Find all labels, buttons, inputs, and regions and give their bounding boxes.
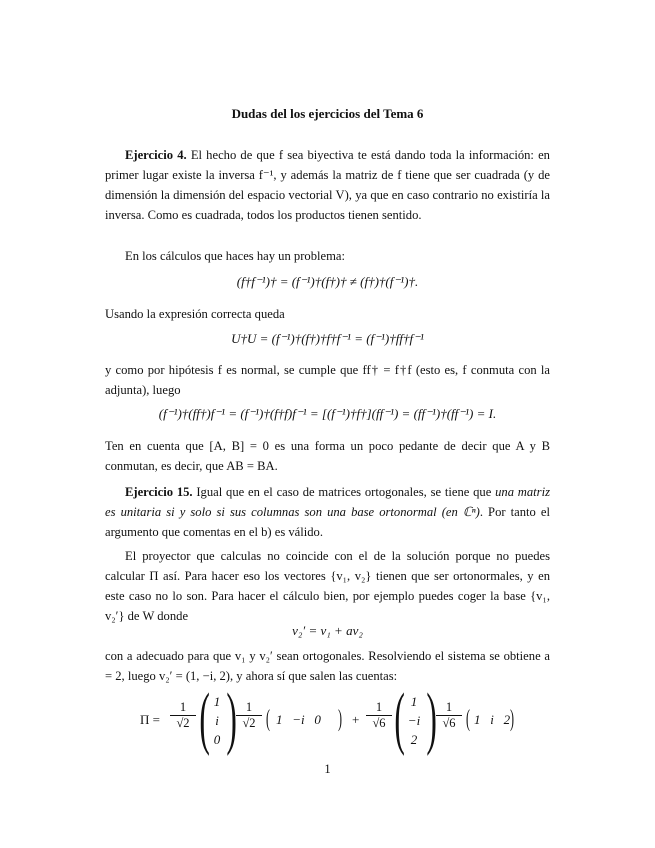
exercise-15-paragraph <box>105 482 550 542</box>
vector-2-entry: −i <box>407 713 421 728</box>
fraction-2b <box>436 700 462 731</box>
exercise-15-italic: una matriz es unitaria si y solo si sus columnas son una base ortonormal (en ℂⁿ) <box>105 485 550 519</box>
vector-2 <box>403 692 425 749</box>
problem-intro: En los cálculos que haces hay un problema: <box>125 249 345 263</box>
left-paren-row2: ( <box>466 706 470 732</box>
right-paren-vec1: ) <box>226 680 237 757</box>
document-title: Dudas del los ejercicios del Tema 6 <box>231 106 424 121</box>
row-vector-1: 1 −i 0 <box>276 712 321 727</box>
fraction-1b-numerator: 1 <box>236 700 262 716</box>
projector-equation <box>140 680 520 757</box>
right-paren-vec2: ) <box>426 680 437 757</box>
left-paren-row1: ( <box>266 706 270 732</box>
normal-hypothesis-paragraph: y como por hipótesis f es normal, se cumple que ff† = f†f (esto es, f conmuta con la adjunta), luego <box>105 363 550 397</box>
fraction-2-numerator: 1 <box>366 700 392 716</box>
exercise-4-text: El hecho de que f sea biyectiva te está dando toda la información: en primer lugar existe la inversa f⁻¹, y además la matriz de f tiene que ser cuadrada (y de dimensión la dimensión del espacio vectorial V), ya que en caso contrario no existiría la inversa. Como es cuadrada, todos los productos tienen sentido. <box>105 148 550 222</box>
vector-2-entry: 2 <box>410 732 418 747</box>
fraction-1 <box>170 700 196 731</box>
adequate-paragraph: con a adecuado para que v₁ y v₂′ sean ortogonales. Resolviendo el sistema se obtiene a = 2, luego v₂′ = (1, −i, 2), y ahora sí que salen las cuentas: <box>105 649 550 683</box>
projector-lhs: Π = <box>140 712 160 727</box>
plus-sign: + <box>352 712 360 727</box>
fraction-1-denominator: √2 <box>176 716 190 730</box>
equation-4: v₂′ = v₁ + av₂ <box>292 623 363 638</box>
right-paren-row1: ) <box>338 706 342 732</box>
equation-3: (f⁻¹)†(ff†)f⁻¹ = (f⁻¹)†(f†f)f⁻¹ = [(f⁻¹)†f†](ff⁻¹) = (ff⁻¹)†(ff⁻¹) = I. <box>158 406 497 421</box>
fraction-1-numerator: 1 <box>170 700 196 716</box>
equation-1: (f†f⁻¹)† = (f⁻¹)†(f†)† ≠ (f†)†(f⁻¹)†. <box>236 274 419 289</box>
exercise-4-label: Ejercicio 4. <box>125 148 187 162</box>
vector-1 <box>210 692 224 749</box>
fraction-2b-numerator: 1 <box>436 700 462 716</box>
equation-2: U†U = (f⁻¹)†(f†)†f†f⁻¹ = (f⁻¹)†ff†f⁻¹ <box>231 331 424 346</box>
projector-paragraph: El proyector que calculas no coincide con el de la solución porque no puedes calcular Π así. Para hacer eso los vectores {v₁, v₂} tienen que ser ortonormales, y en este caso no lo son. Para hacer el cálculo bien, por ejemplo puedes coger la base {v₁, v₂′} de W donde <box>105 549 550 623</box>
exercise-4-paragraph <box>105 145 550 225</box>
left-paren-vec1: ( <box>199 680 210 757</box>
correct-expression-intro: Usando la expresión correcta queda <box>105 307 285 321</box>
fraction-2 <box>366 700 392 731</box>
fraction-2b-denominator: √6 <box>442 716 456 730</box>
exercise-15-text-1: Igual que en el caso de matrices ortogonales, se tiene que <box>192 485 496 499</box>
fraction-2-denominator: √6 <box>372 716 386 730</box>
vector-2-entry: 1 <box>410 694 418 709</box>
right-paren-row2: ) <box>510 706 514 732</box>
fraction-1b-denominator: √2 <box>242 716 256 730</box>
vector-1-entry: 0 <box>213 732 221 747</box>
fraction-1b <box>236 700 262 731</box>
exercise-15-label: Ejercicio 15. <box>125 485 193 499</box>
exercise-15-text-2: . Por tanto el argumento que comentas en el b) es válido. <box>105 505 550 539</box>
left-paren-vec2: ( <box>394 680 405 757</box>
vector-1-entry: 1 <box>213 694 221 709</box>
row-vector-2: 1 i 2 <box>474 712 511 727</box>
commutator-note: Ten en cuenta que [A, B] = 0 es una forma un poco pedante de decir que A y B conmutan, es decir, que AB = BA. <box>105 439 550 473</box>
page-number: 1 <box>324 762 331 776</box>
vector-1-entry: i <box>215 713 219 728</box>
